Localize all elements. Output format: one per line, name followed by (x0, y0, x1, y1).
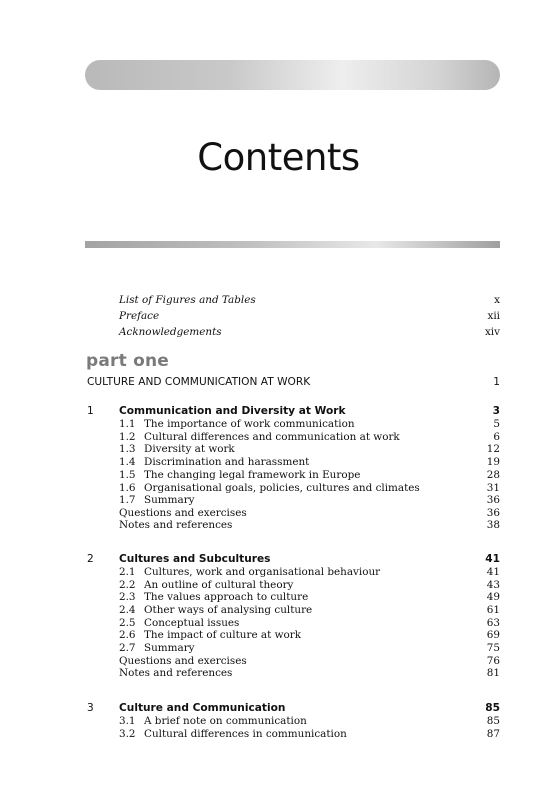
section-page: 87 (486, 728, 500, 740)
chapter-title: Communication and Diversity at Work (119, 405, 346, 417)
section-title: A brief note on communication (144, 715, 307, 727)
section-title: The importance of work communication (144, 418, 355, 430)
toc-part-entry[interactable] (0, 375, 557, 389)
section-title: The impact of culture at work (144, 629, 302, 641)
toc-chapter-entry[interactable] (0, 701, 557, 715)
section-number: 2.3 (119, 591, 136, 603)
chapter-title: Cultures and Subcultures (119, 553, 271, 565)
entry-page: xii (487, 310, 500, 322)
extra-page: 36 (486, 507, 500, 519)
section-page: 5 (493, 418, 500, 430)
section-title: Discrimination and harassment (144, 456, 310, 468)
section-page: 85 (486, 715, 500, 727)
section-number: 1.3 (119, 443, 136, 455)
section-page: 28 (486, 469, 500, 481)
title-divider (85, 241, 500, 248)
header-decoration-bar (85, 60, 500, 90)
chapter-page: 85 (485, 702, 500, 714)
entry-page: xiv (484, 326, 500, 338)
section-number: 1.6 (119, 482, 136, 494)
section-page: 6 (493, 431, 500, 443)
extra-title: Questions and exercises (119, 655, 247, 667)
toc-extra-entry[interactable] (0, 518, 557, 532)
section-number: 2.6 (119, 629, 136, 641)
chapter-page: 41 (485, 553, 500, 565)
section-page: 49 (486, 591, 500, 603)
section-page: 43 (486, 579, 500, 591)
toc-chapter-entry[interactable] (0, 552, 557, 566)
section-page: 31 (486, 482, 500, 494)
extra-page: 81 (486, 667, 500, 679)
extra-title: Questions and exercises (119, 507, 247, 519)
entry-title: Acknowledgements (119, 326, 222, 338)
extra-title: Notes and references (119, 519, 233, 531)
section-number: 2.1 (119, 566, 136, 578)
section-title: An outline of cultural theory (144, 579, 294, 591)
section-page: 75 (486, 642, 500, 654)
section-title: Cultural differences in communication (144, 728, 347, 740)
section-number: 3.1 (119, 715, 136, 727)
section-title: Diversity at work (144, 443, 235, 455)
section-number: 1.1 (119, 418, 136, 430)
toc-extra-entry[interactable] (0, 666, 557, 680)
toc-front-matter-entry[interactable] (0, 293, 557, 307)
section-page: 36 (486, 494, 500, 506)
part-page: 1 (493, 376, 500, 388)
section-number: 2.2 (119, 579, 136, 591)
toc-chapter-entry[interactable] (0, 404, 557, 418)
toc-section-entry[interactable] (0, 417, 557, 431)
extra-title: Notes and references (119, 667, 233, 679)
toc-section-entry[interactable] (0, 603, 557, 617)
chapter-number: 2 (87, 553, 94, 565)
toc-section-entry[interactable] (0, 455, 557, 469)
toc-section-entry[interactable] (0, 628, 557, 642)
extra-page: 76 (486, 655, 500, 667)
toc-section-entry[interactable] (0, 493, 557, 507)
section-number: 1.7 (119, 494, 136, 506)
entry-title: List of Figures and Tables (119, 294, 256, 306)
section-page: 41 (486, 566, 500, 578)
toc-section-entry[interactable] (0, 727, 557, 741)
toc-front-matter-entry[interactable] (0, 325, 557, 339)
section-title: Cultural differences and communication at work (144, 431, 400, 443)
extra-page: 38 (486, 519, 500, 531)
chapter-title: Culture and Communication (119, 702, 286, 714)
toc-section-entry[interactable] (0, 565, 557, 579)
section-title: Conceptual issues (144, 617, 240, 629)
chapter-page: 3 (492, 405, 500, 417)
entry-title: Preface (119, 310, 160, 322)
section-title: The changing legal framework in Europe (144, 469, 361, 481)
section-title: Summary (144, 494, 195, 506)
section-page: 61 (486, 604, 500, 616)
section-title: Summary (144, 642, 195, 654)
section-number: 3.2 (119, 728, 136, 740)
page-title: Contents (197, 136, 360, 179)
chapter-number: 1 (87, 405, 94, 417)
toc-section-entry[interactable] (0, 714, 557, 728)
section-number: 1.4 (119, 456, 136, 468)
section-page: 69 (486, 629, 500, 641)
toc-front-matter-entry[interactable] (0, 309, 557, 323)
part-label: part one (86, 351, 169, 371)
section-page: 12 (486, 443, 500, 455)
section-page: 19 (486, 456, 500, 468)
section-title: Other ways of analysing culture (144, 604, 313, 616)
entry-page: x (494, 294, 500, 306)
section-title: The values approach to culture (144, 591, 309, 603)
section-number: 1.5 (119, 469, 136, 481)
section-number: 2.7 (119, 642, 136, 654)
toc-section-entry[interactable] (0, 590, 557, 604)
section-number: 2.5 (119, 617, 136, 629)
section-page: 63 (486, 617, 500, 629)
toc-section-entry[interactable] (0, 442, 557, 456)
part-title: CULTURE AND COMMUNICATION AT WORK (87, 376, 311, 388)
section-number: 1.2 (119, 431, 136, 443)
chapter-number: 3 (87, 702, 94, 714)
toc-section-entry[interactable] (0, 641, 557, 655)
section-title: Cultures, work and organisational behaviour (144, 566, 381, 578)
section-number: 2.4 (119, 604, 136, 616)
toc-section-entry[interactable] (0, 468, 557, 482)
section-title: Organisational goals, policies, cultures and climates (144, 482, 420, 494)
